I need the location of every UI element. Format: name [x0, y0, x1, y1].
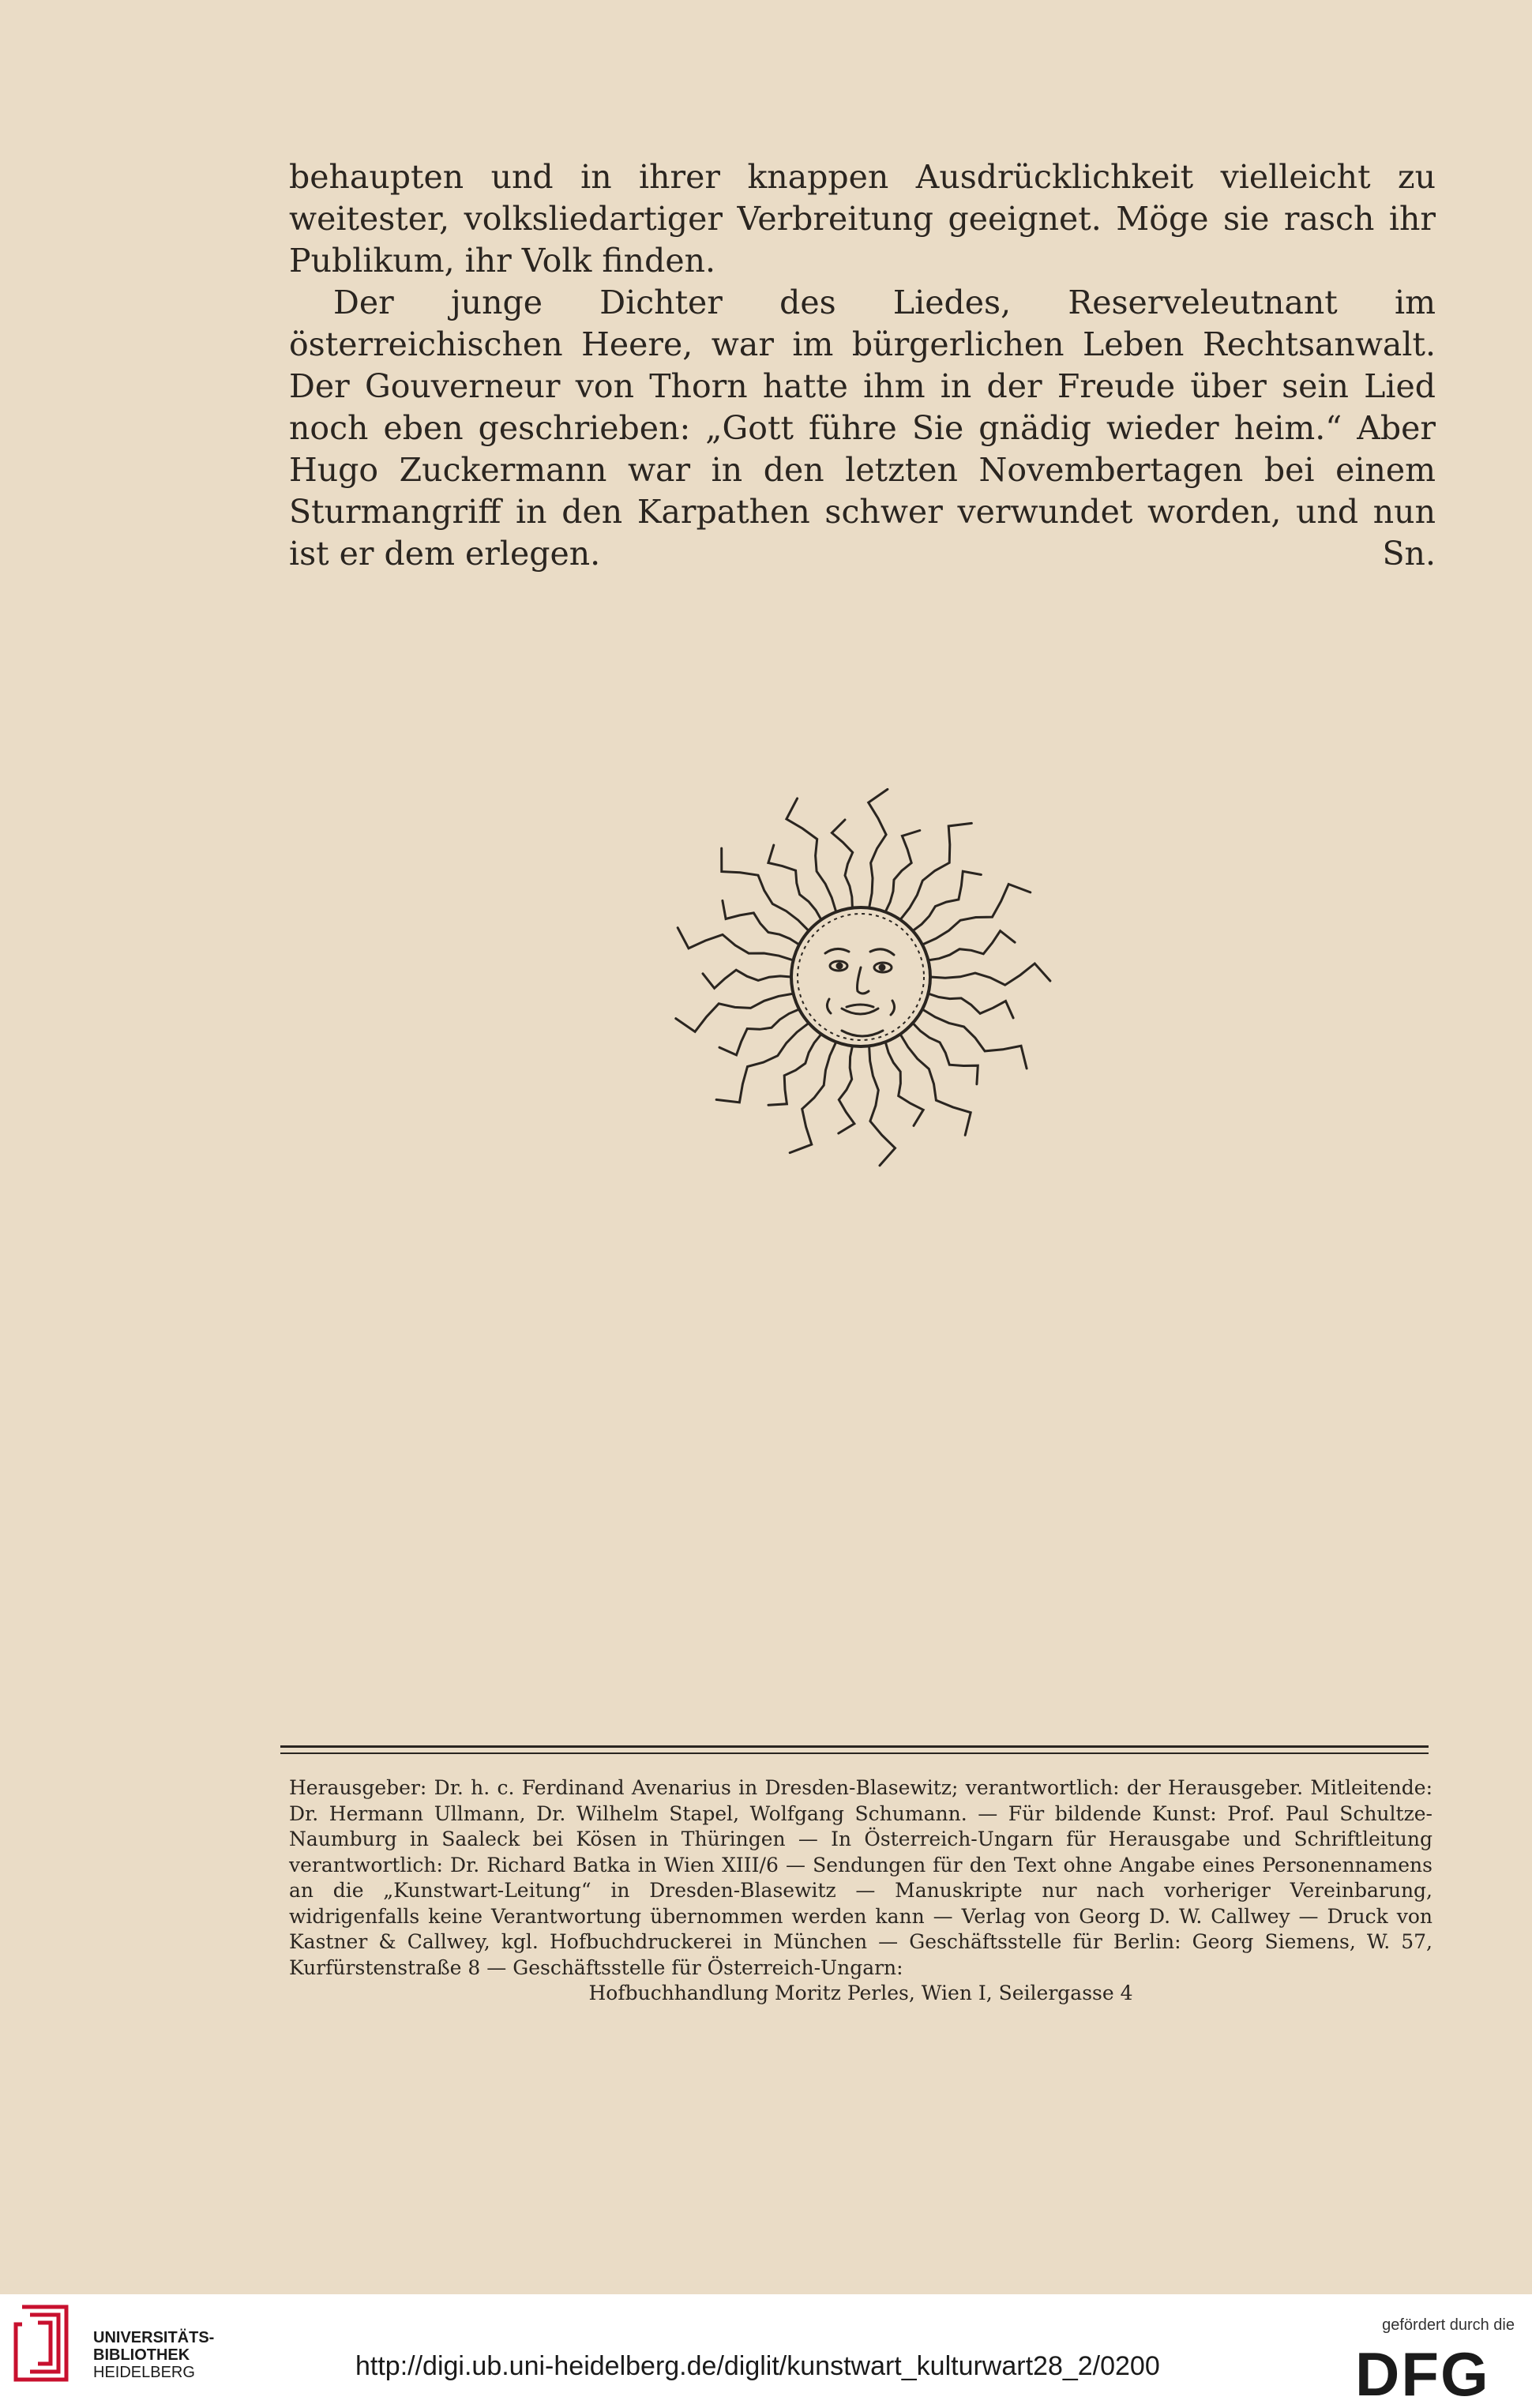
university-library-logo-icon: [6, 2301, 88, 2395]
sun-ray: [768, 1034, 821, 1105]
library-name-line-3: HEIDELBERG: [93, 2364, 195, 2381]
sun-ray: [922, 1009, 1027, 1069]
sun-ray: [723, 900, 799, 945]
paragraph-2: [289, 282, 1436, 575]
imprint-rule-top: [280, 1745, 1429, 1748]
signature: Sn.: [1382, 535, 1436, 573]
paragraph-2-text: Der junge Dichter des Liedes, Reserveleutnant im österreichischen Heere, war im bürgerlichen Leben Rechtsanwalt. Der Gouverneur von Thorn hatte ihm in der Freude über sein Lied noch eben geschrieben: „Gott führe Sie gnädig wieder heim.“ Aber Hugo Zuckermann war in den letzten Novembertagen bei einem Sturmangriff in den Karpathen schwer verwundet worden, und nun ist er dem erlegen.: [289, 284, 1436, 573]
body-text: [289, 156, 1436, 575]
sun-ornament-icon: [655, 770, 1066, 1181]
imprint-text: Herausgeber: Dr. h. c. Ferdinand Avenarius in Dresden-Blasewitz; verantwortlich: der Herausgeber. Mitleitende: Dr. Hermann Ullmann, Dr. Wilhelm Stapel, Wolfgang Schumann. — Für bildende Kunst: Prof. Paul Schultze-Naumburg in Saaleck bei Kösen in Thüringen — In Österreich-Ungarn für Herausgabe und Schriftleitung verantwortlich: Dr. Richard Batka in Wien XIII/6 — Sendungen für den Text ohne Angabe eines Personennamens an die „Kunstwart-Leitung“ in Dresden-Blasewitz — Manuskripte nur nach vorheriger Vereinbarung, widrigenfalls keine Verantwortung übernommen werden kann — Verlag von Georg D. W. Callwey — Druck von Kastner & Callwey, kgl. Hofbuchdruckerei in München — Geschäftsstelle für Berlin: Georg Siemens, W. 57, Kurfürstenstraße 8 — Geschäftsstelle für Österreich-Ungarn:: [289, 1776, 1432, 1979]
imprint-last-line: Hofbuchhandlung Moritz Perles, Wien I, Seilergasse 4: [588, 1982, 1133, 2004]
sun-ray: [790, 1042, 836, 1152]
sun-ray: [719, 1009, 799, 1055]
imprint-rule-bottom: [280, 1752, 1429, 1754]
permalink-url[interactable]: http://digi.ub.uni-heidelberg.de/diglit/kunstwart_kulturwart28_2/0200: [355, 2351, 1160, 2381]
paragraph-1: behaupten und in ihrer knappen Ausdrücklichkeit vielleicht zu weitester, volksliedartiger Verbreitung geeignet. Möge sie rasch ihr Publikum, ihr Volk finden.: [289, 158, 1436, 280]
sun-ray: [922, 885, 1031, 945]
sun-ray: [768, 845, 821, 920]
sun-ray: [703, 970, 791, 988]
sun-ray: [885, 1042, 923, 1125]
sun-ray: [716, 1023, 809, 1103]
library-name-line-2: BIBLIOTHEK: [93, 2346, 190, 2364]
dfg-logo-icon: [1352, 2343, 1516, 2400]
sun-ray: [839, 1046, 854, 1133]
sun-ray: [832, 820, 852, 908]
digitization-footer: [0, 2294, 1532, 2408]
imprint: [289, 1775, 1432, 2007]
sun-ray: [900, 1034, 971, 1135]
dfg-logo-text: DFG: [1355, 2343, 1490, 2400]
funded-by-label: gefördert durch die: [1382, 2316, 1515, 2334]
sun-ray: [928, 994, 1013, 1018]
library-name-line-1: UNIVERSITÄTS-: [93, 2329, 215, 2346]
sun-ray: [869, 789, 888, 907]
sun-ray: [869, 1046, 896, 1165]
sun-ray: [930, 964, 1050, 985]
sun-ray: [787, 798, 836, 912]
sun-ray: [722, 848, 809, 931]
sun-ray: [676, 994, 794, 1031]
library-name: [93, 2329, 214, 2381]
